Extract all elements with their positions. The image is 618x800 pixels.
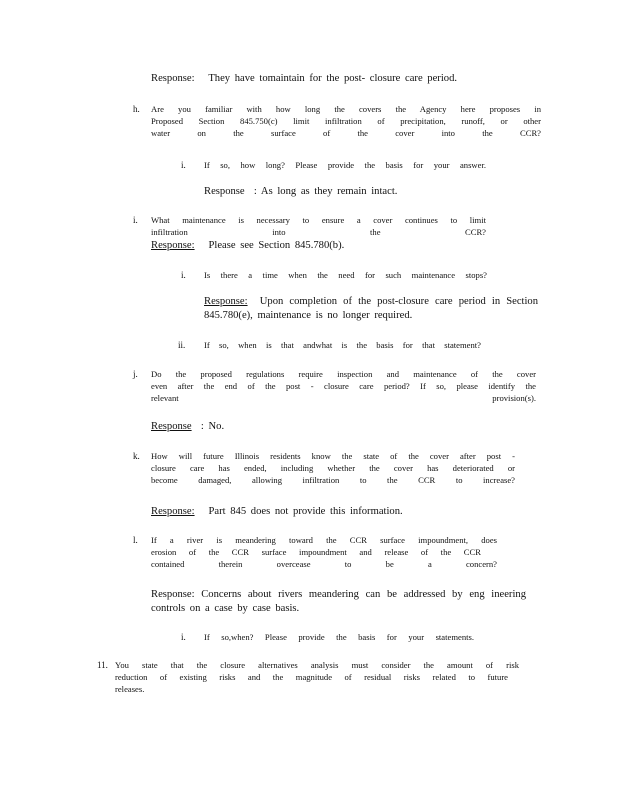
question-11-label: 11.: [97, 660, 108, 670]
question-i-i: Is there a time when the need for such maintenance stops?: [204, 270, 487, 280]
question-h-label: h.: [133, 104, 140, 114]
question-i-i-label: i.: [181, 270, 186, 280]
question-i-label: i.: [133, 215, 138, 225]
question-j-label: j.: [133, 369, 138, 379]
question-i-ii: If so, when is that andwhat is the basis for that statement?: [204, 340, 481, 350]
response-j: [151, 420, 271, 434]
response-label: Response:: [151, 506, 195, 517]
question-h-i-label: i.: [181, 160, 186, 170]
question-k-label: k.: [133, 451, 140, 461]
question-l-i: If so,when? Please provide the basis for your statements.: [204, 632, 474, 642]
response-l: Response: Concerns about rivers meandering can be addressed by eng ineering controls on a case by case basis.: [151, 589, 526, 614]
response-label: Response: [204, 186, 245, 197]
response-text: : No.: [200, 421, 225, 432]
response-text: : As long as they remain intact.: [253, 186, 398, 197]
response-text: They have tomaintain for the post- closure care period.: [208, 73, 458, 84]
question-h: Are you familiar with how long the covers the Agency here proposes in Proposed Section 845.750(c) limit infiltration of precipitation, runoff, or other water on the surface of the cover into the CCR?: [151, 104, 541, 138]
question-11: You state that the closure alternatives analysis must consider the amount of risk reduction of existing risks and the magnitude of residual risks related to future releases.: [115, 660, 519, 694]
response-g: [151, 72, 491, 86]
response-label: Response: [151, 589, 192, 600]
question-i-ii-label: ii.: [178, 340, 186, 350]
response-text: Part 845 does not provide this information.: [208, 506, 403, 517]
response-label: Response:: [151, 240, 195, 251]
response-h-i: [204, 185, 444, 199]
response-label: Response: [151, 421, 192, 432]
response-label: Response:: [204, 296, 248, 307]
question-j: Do the proposed regulations require inspection and maintenance of the cover even after the end of the post - closure care period? If so, please identify the relevant provision(s).: [151, 369, 536, 403]
response-k: [151, 505, 441, 519]
question-l-i-label: i.: [181, 632, 186, 642]
question-l: If a river is meandering toward the CCR surface impoundment, does erosion of the CCR surface impoundment and release of the CCR contained therein overcease to be a concern?: [151, 535, 497, 569]
response-label: Response:: [151, 73, 195, 84]
response-i-i: Response: Upon completion of the post-closure care period in Section 845.780(e), maintenance is no longer required.: [204, 296, 539, 321]
response-text: Please see Section 845.780(b).: [208, 240, 345, 251]
question-h-i: If so, how long? Please provide the basis for your answer.: [204, 160, 486, 170]
question-l-label: l.: [133, 535, 138, 545]
response-i: [151, 239, 391, 253]
question-k: How will future Illinois residents know the state of the cover after post - closure care has ended, including whether the cover has deteriorated or become damaged, allowing infiltration to the CCR to increase?: [151, 451, 515, 485]
question-i: What maintenance is necessary to ensure a cover continues to limit infiltration into the CCR?: [151, 215, 486, 237]
